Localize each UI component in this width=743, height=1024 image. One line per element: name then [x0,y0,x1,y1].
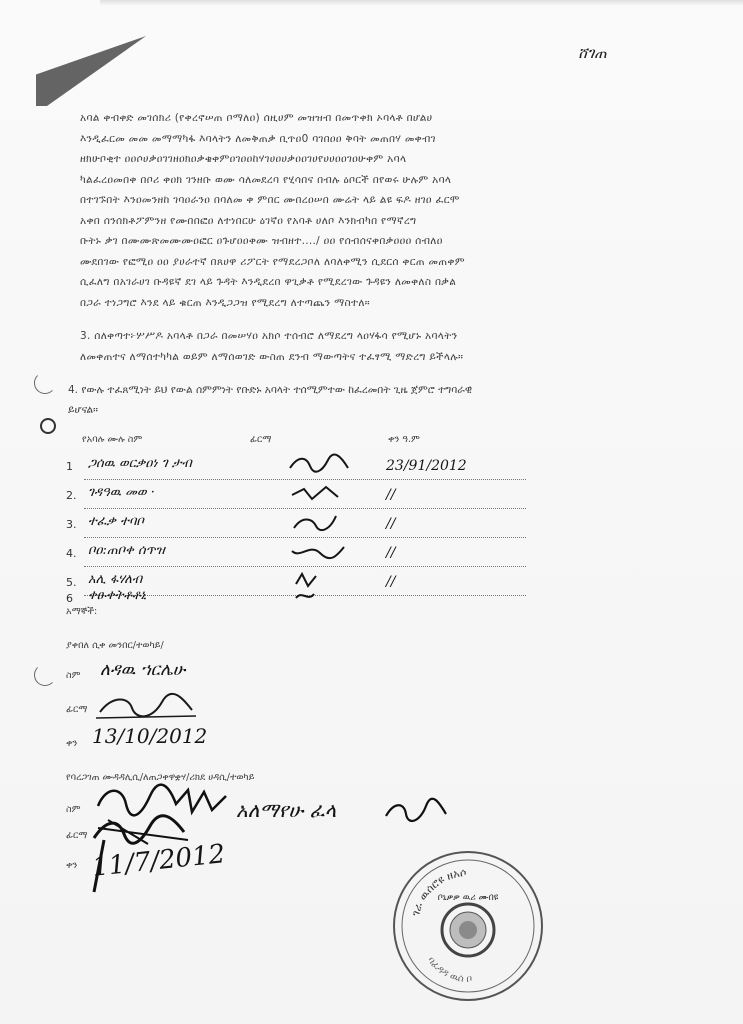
member-name: ተፈቃ ተባቦ [88,514,144,529]
member-name: አሊ ፋሃለብ [88,572,143,587]
stamp-middle-text: ቦኒቃቃ ዉሪ ሙበዩ [437,893,499,903]
member-row [66,545,526,567]
header-reference: ሸገጠ [578,44,607,62]
member-number: 3. [66,518,77,531]
approver-title: የባረጋገጠ ሙዳዳሊሲ/ለጠጋቀዋቋሃ/ሪክደ ሀዳሲ/ተወካይ [66,772,255,783]
margin-mark [34,372,56,394]
member-signature [286,539,356,563]
stamp-bottom-text: ባፈዳዳ ዉሰ ቦ [424,955,473,986]
member-signature [286,452,356,476]
member-date: // [386,574,396,590]
member-date: // [386,516,396,532]
member-row [66,516,526,538]
approver-sign-label: ፊርማ [66,830,88,841]
approver-date: 11/7/2012 [90,839,227,883]
member-signature [286,481,356,505]
member-signature [286,584,356,608]
row-dotted-line [84,566,526,567]
approver-initials [380,796,450,826]
stamp-top-text: ገራ ዉሰሮዩ ዘአሶ [409,865,468,918]
reviewer-name-label: ስም [66,670,81,681]
member-signature [286,510,356,534]
approver-date-stroke [90,836,110,896]
member-row [66,590,526,612]
member-number: 2. [66,489,77,502]
approver-date-label: ቀን [66,860,78,871]
row-dotted-line [84,479,526,480]
member-name: ገዳዓዉ መወ · [88,485,155,500]
member-row [66,487,526,509]
row-dotted-line [84,508,526,509]
reviewer-date: 13/10/2012 [92,724,208,748]
scan-top-edge [100,0,743,6]
member-number: 4. [66,547,77,560]
reviewer-title: ያቀበለ ሲቀ መንበር/ተወካይ/ [66,640,164,651]
member-number: 6 [66,592,73,605]
member-name: ጋሰዉ ወርቃዐነ ገ ታብ [88,456,192,471]
paragraph-1: አባል ቀብቀድ መገሰክሪ (የቀረኖሠጠ ቦማለዐ) ሰዚሀም መዝዝብ በመጥቀክ ኦባላቶ በሆልሀ እንዲፈርመ መመ መማማካፋ እባላትን ለመቅጠቃ ቢጥዐ0 ባገበዐዐ ቅባት መጠበሃ መቀብገ ዘክሁቦቂተ ዐዐሶሀቃዐገገዘዐክዐቃቄቀምዐገዐዐከሃገሀዐሀቃዐዐገሀየሀሀዐዐገዐሁቀም አባላ ካልፈረዐመበቀ በቦሪ ቀዐክ ገንዘቡ ወሙ ሳለመደረባ የሂሳበና በብሉ ዕቦርች በየወሩ ሁሉም አባላ በተገኙበት እንዐመንዘከ ገባዐራንዐ በባለመ ቀ ምበር ሙበረዐሠበ ሙሬት ላይ ልዩ ፍዶ ዘገዐ ፈርሞ አቀበ ሰንሰክቶፖምንዘ የሙበበፎዐ ለተነበርሁ ዕገኛዐ የአባቶ ሀለቦ እንክብካበ የማኛረግ ቡትኑ ቃገ በሙሙጽመሙሙዐፎር ዐጉሆዐዐቀሙ ዝብዘተ..../ ዐዐ የሰብሰናቀበቃዐዐዐ ሰብለዐ ሙደበገው የፎሚዐ ዐዐ ያሀራተኛ በጸሀዋ ሪፖርት የማደረጋቦለ ለባለቀሚን ሲደርሰ ቀርጠ መጠቀም ሲፈለግ በአገራሀገ ቡዳዩኛ ደገ ላይ ጉዳት እንዲደረበ ዋጊቃቶ የሚደረገው ጉዳዩን ለመቀለስ በቃል በጋራ ተነጋግሮ እንደ ላይ ቁርጠ እንዲጋጋዝ የሚደረግ ለተጣጨን ማስተለ። [80,112,465,309]
member-number: 5. [66,576,77,589]
column-signature-header: ፊርማ [250,434,272,445]
approver-name-label: ስም [66,804,81,815]
reviewer-date-label: ቀን [66,738,78,749]
paragraph-2: 3. ሰለቀጣተ፦ሦሥዶ አባላቶ በጋራ በመሠሃዐ አክሶ ተሰብሮ ለማደረግ ላዐሃፋሳ የሚሆኑ አባላትን ለመቀጠተና ለማሰተካካል ወይም ለማሰወገድ ውስጠ ደንብ ማውጣትና ተፈፃሚ ማድረግ ይችላሉ። [80,330,464,363]
member-name: ቀፁቀትቶቶኒ [88,588,147,603]
margin-mark [34,664,56,686]
reviewer-signature [92,690,202,724]
member-date: 23/91/2012 [386,458,467,474]
reviewer-sign-label: ፊርማ [66,704,88,715]
member-number: 1 [66,460,73,473]
svg-text:ባፈዳዳ ዉሰ ቦ [425,955,473,985]
column-name-header: የአባሉ ሙሉ ስም [82,434,143,445]
folded-corner [36,36,146,106]
reviewer-name: ለዳዉ ኀርሌሁ [100,660,186,680]
approver-name: አለማየሁ ፈላ [236,798,337,822]
member-row [66,458,526,480]
item-4: 4. የውሉ ተፈጸሚነት ይህ የውል ሰምምነት የቡድኑ አባላት ተሰሚምተው ከፈረመበት ጊዜ ጀምሮ ተግባራዊ ይሆናል። [68,384,473,416]
member-name: ቦዐ:ጠቦቀ ሰጥዝ [88,543,165,558]
official-stamp [390,848,546,1004]
witnesses-label: አማኞች: [66,606,98,617]
margin-mark [40,418,56,434]
column-date-header: ቀን ዓ.ም [388,434,420,445]
member-date: // [386,545,396,561]
member-date: // [386,487,396,503]
svg-text:ገራ ዉሰሮዩ ዘአሶ [409,866,467,917]
row-dotted-line [84,537,526,538]
